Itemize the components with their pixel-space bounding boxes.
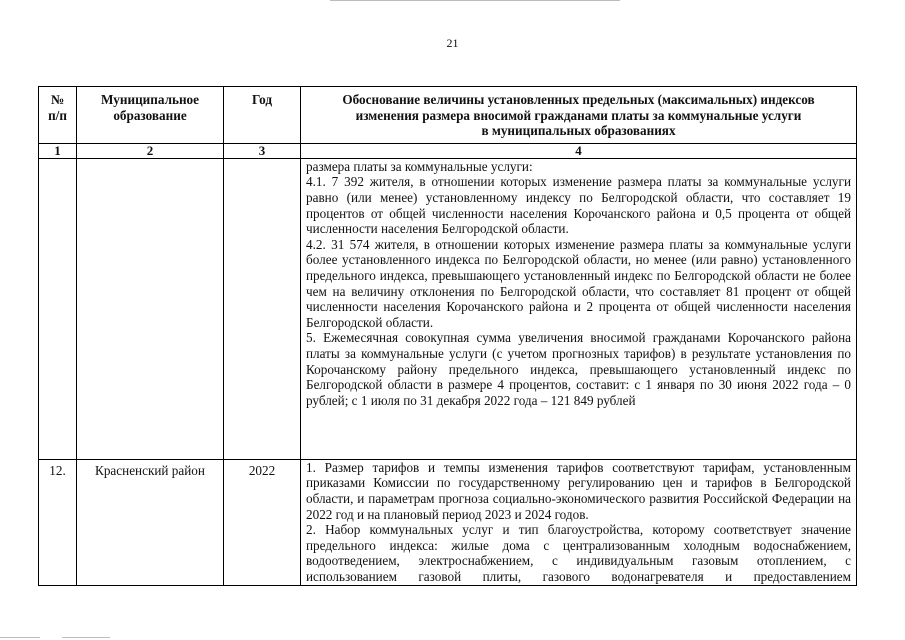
- scan-bottom-line-left: [0, 637, 40, 638]
- header-number: № п/п: [39, 87, 77, 144]
- index-justification-table: [38, 86, 857, 586]
- header-municipality: Муниципальное образование: [77, 87, 224, 144]
- scan-top-line: [330, 0, 620, 1]
- paragraph: 2. Набор коммунальных услуг и тип благоустройства, которому соответствует значение предельного индекса: жилые дома с централизованным холодным водоснабжением, водоотведением, электроснабжением, с индивидуальным газовым отоплением, с использованием газовой плиты, газового водонагревателя и предоставлением: [306, 522, 851, 584]
- header-justification-line-1: Обоснование величины установленных предельных (максимальных) индексов: [342, 92, 815, 107]
- column-number-1: 1: [39, 143, 77, 158]
- header-justification-line-3: в муниципальных образованиях: [481, 123, 676, 139]
- column-number-row: [39, 143, 857, 158]
- page-number: 21: [446, 36, 459, 50]
- row-municipality: [77, 158, 224, 459]
- header-justification: [301, 87, 857, 144]
- table-header-row: [39, 87, 857, 144]
- row-year: [224, 158, 301, 459]
- column-number-3: 3: [224, 143, 301, 158]
- row-justification: [301, 459, 857, 585]
- row-municipality: Красненский район: [77, 459, 224, 585]
- column-number-4: 4: [301, 143, 857, 158]
- table-row: [39, 158, 857, 459]
- header-justification-line-2: изменения размера вносимой гражданами платы за коммунальные услуги: [355, 107, 802, 123]
- row-justification: [301, 158, 857, 459]
- paragraph: 4.2. 31 574 жителя, в отношении которых изменение размера платы за коммунальные услуги более установленного индекса по Белгородской области, но менее (или равно) установленного предельного индекса, превышающего установленный индекс по Белгородской области не более чем на величину отклонения по Белгородской области, что составляет 81 процент от общей численности населения Корочанского района и 2 процента от общей численности населения Белгородской области.: [306, 236, 851, 330]
- row-number: [39, 158, 77, 459]
- scan-bottom-line-mid: [62, 637, 110, 638]
- column-number-2: 2: [77, 143, 224, 158]
- paragraph: 5. Ежемесячная совокупная сумма увеличения вносимой гражданами Корочанского района платы за коммунальные услуги (с учетом прогнозных тарифов) в результате установления по Корочанскому району предельного индекса, превышающего установленный индекс по Белгородской области в размере 4 процентов, составит: с 1 января по 30 июня 2022 года – 0 рублей; с 1 июля по 31 декабря 2022 года – 121 849 рублей: [306, 330, 851, 408]
- row-year: 2022: [224, 459, 301, 585]
- paragraph: 4.1. 7 392 жителя, в отношении которых изменение размера платы за коммунальные услуги равно (или менее) установленному индексу по Белгородской области, что составляет 19 процентов от общей численности населения Корочанского района и 0,5 процента от общей численности населения Белгородской области.: [306, 174, 851, 237]
- table-row: [39, 459, 857, 585]
- row-number: 12.: [39, 459, 77, 585]
- paragraph: 1. Размер тарифов и темпы изменения тарифов соответствуют тарифам, установленным приказами Комиссии по государственному регулированию цен и тарифов в Белгородской области, и параметрам прогноза социально-экономического развития Российской Федерации на 2022 год и на плановый период 2023 и 2024 годов.: [306, 459, 851, 522]
- paragraph: размера платы за коммунальные услуги:: [306, 158, 533, 174]
- header-year: Год: [224, 87, 301, 144]
